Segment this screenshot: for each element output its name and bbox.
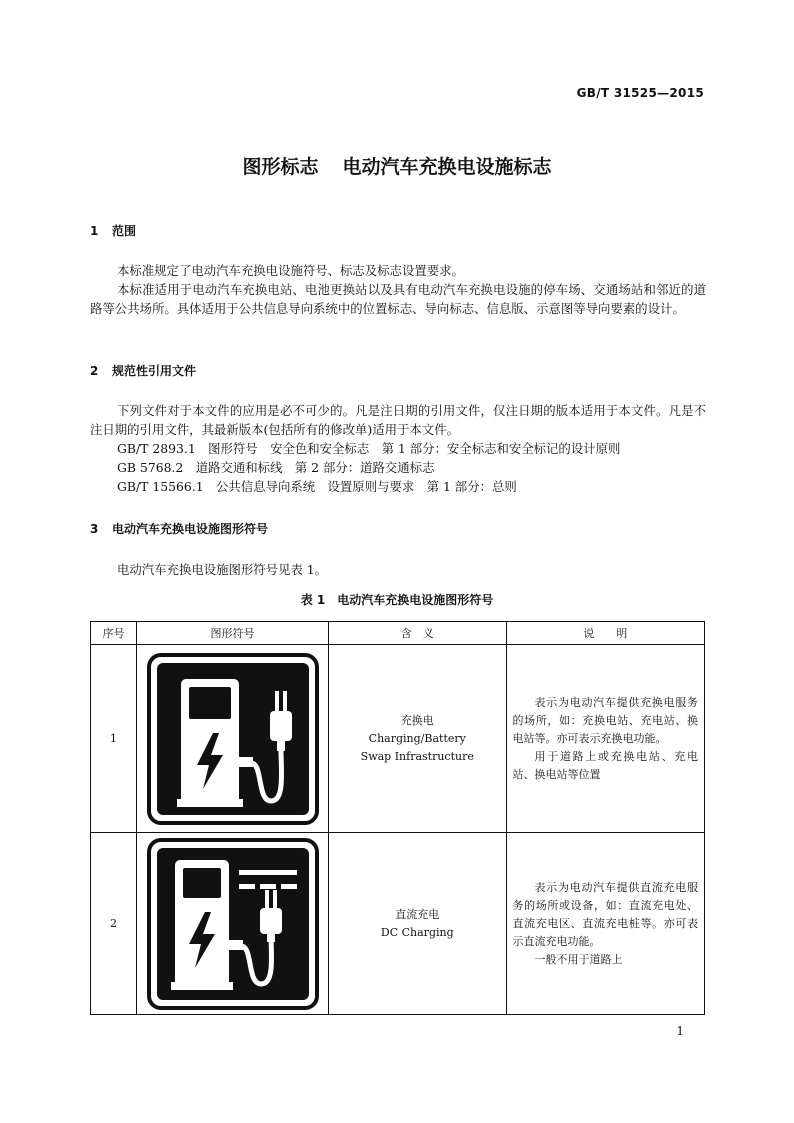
row-number: 1 [91,645,137,833]
meaning-en: Swap Infrastructure [360,749,474,763]
description-text: 用于道路上或充换电站、充电站、换电站等位置 [512,749,698,781]
dc-charging-icon [147,838,319,1010]
description-text: 表示为电动汽车提供充换电服务的场所，如：充换电站、充电站、换电站等。亦可表示充换电功能。 [512,695,698,745]
meaning-en: DC Charging [380,925,454,939]
description-cell [506,645,704,833]
section-title: 电动汽车充换电设施图形符号 [112,522,269,536]
symbol-cell [137,645,329,833]
reference-item: GB/T 2893.1 图形符号 安全色和安全标志 第 1 部分：安全标志和安全标记的设计原则 [117,441,621,456]
charging-battery-swap-icon [147,653,319,825]
symbol-table [90,621,705,1015]
section-number: 2 [90,364,99,378]
title-part-1: 图形标志 [242,156,319,178]
standard-code: GB/T 31525—2015 [576,86,704,100]
header-meaning: 含 义 [329,622,507,645]
section-2-heading [90,362,196,379]
row-number: 2 [91,833,137,1015]
meaning-en: Charging/Battery [368,731,466,745]
symbol-cell [137,833,329,1015]
reference-item: GB 5768.2 道路交通和标线 第 2 部分：道路交通标志 [117,460,435,475]
header-no: 序号 [91,622,137,645]
section-title: 规范性引用文件 [112,364,197,378]
description-text: 表示为电动汽车提供直流充电服务的场所或设备，如：直流充电处、直流充电区、直流充电桩等。亦可表示直流充电功能。 [512,880,698,948]
header-description: 说 明 [506,622,704,645]
description-text: 一般不用于道路上 [534,952,623,966]
meaning-cn: 充换电 [400,713,434,727]
section-1-paragraph-1: 本标准规定了电动汽车充换电设施符号、标志及标志设置要求。 [117,263,464,278]
section-number: 3 [90,522,99,536]
section-number: 1 [90,224,99,238]
section-3-heading [90,520,268,537]
table-caption: 表 1 电动汽车充换电设施图形符号 [300,593,494,607]
header-symbol: 图形符号 [137,622,329,645]
section-1-paragraph-2: 本标准适用于电动汽车充换电站、电池更换站以及具有电动汽车充换电设施的停车场、交通场站和邻近的道路等公共场所。具体适用于公共信息导向系统中的位置标志、导向标志、信息版、示意图等导向要素的设计。 [90,282,706,316]
title-part-2: 电动汽车充换电设施标志 [342,156,552,178]
description-cell [506,833,704,1015]
meaning-cell [329,645,507,833]
meaning-cn: 直流充电 [395,907,440,921]
table-header-row [91,622,705,645]
section-1-heading [90,222,136,239]
reference-item: GB/T 15566.1 公共信息导向系统 设置原则与要求 第 1 部分：总则 [117,479,517,494]
document-title [0,152,794,179]
table-row [91,833,705,1015]
page-number: 1 [676,1024,684,1038]
section-3-paragraph-1: 电动汽车充换电设施图形符号见表 1。 [117,562,328,577]
table-row [91,645,705,833]
section-2-paragraph-1: 下列文件对于本文件的应用是必不可少的。凡是注日期的引用文件，仅注日期的版本适用于本文件。凡是不注日期的引用文件，其最新版本(包括所有的修改单)适用于本文件。 [90,403,706,437]
section-title: 范围 [112,224,137,238]
meaning-cell [329,833,507,1015]
